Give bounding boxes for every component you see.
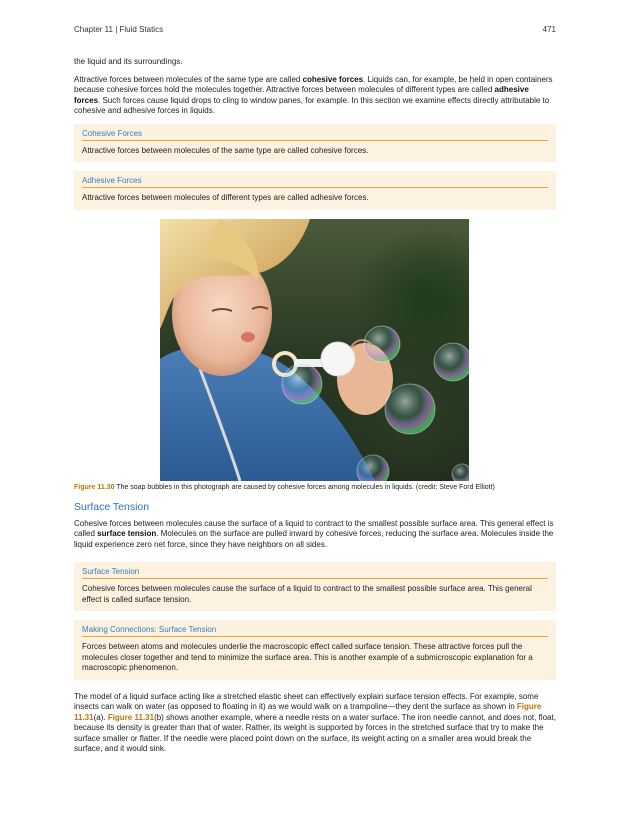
note-title: Making Connections: Surface Tension (82, 625, 548, 637)
note-making-connections (74, 620, 556, 680)
photo-illustration (160, 219, 469, 481)
figure-11-30 (74, 219, 556, 491)
page-content (74, 57, 556, 762)
note-body: Cohesive forces between molecules cause the surface of a liquid to contract to the smallest possible surface area. This general effect is called surface tension. (82, 584, 532, 604)
elastic-sheet-paragraph: The model of a liquid surface acting like a stretched elastic sheet can effectively explain surface tension effects. For example, some insects can walk on water (as opposed to floating in it) as we would walk on a trampoline—they dent the surface as shown in Figure 11.31(a). Figure 11.31(b) shows another example, where a needle rests on a water surface. The iron needle cannot, and does not, float, because its density is greater than that of water. Rather, its weight is supported by forces in the stretched surface that try to make the surface smaller or flatter. If the needle were placed point down on the surface, its weight acting on a smaller area would break the surface, and it would sink. (74, 691, 556, 753)
figure-caption: Figure 11.30 The soap bubbles in this photograph are caused by cohesive forces among molecules in liquids. (credit: Steve Ford Elliott) (74, 483, 495, 491)
figure-11-31-link[interactable]: Figure 11.31 (107, 712, 155, 722)
surface-tension-paragraph: Cohesive forces between molecules cause the surface of a liquid to contract to the smallest possible surface area. This general effect is called surface tension. Molecules on the surface are pulled inward by cohesive forces, reducing the surface area. Molecules inside the liquid experience zero net force, since they have neighbors on all sides. (74, 518, 554, 549)
page-header (74, 25, 556, 34)
note-body: Attractive forces between molecules of different types are called adhesive forces. (82, 193, 369, 202)
section-heading: Surface Tension (74, 500, 150, 513)
note-cohesive-forces (74, 124, 556, 163)
note-body: Attractive forces between molecules of the same type are called cohesive forces. (82, 145, 369, 155)
soap-bubbles-photo (160, 219, 469, 481)
intro-paragraph: Attractive forces between molecules of the same type are called cohesive forces. Liquids can, for example, be held in open containers because cohesive forces hold the molecules together. Attractive forces between molecules of different types are called adhesive forces. Such forces cause liquid drops to cling to window panes, for example. In this section we examine effects directly attributable to cohesive and adhesive forces in liquids. (74, 74, 553, 115)
page-number: 471 (542, 25, 556, 34)
note-title: Cohesive Forces (82, 129, 548, 141)
note-body: Forces between atoms and molecules underlie the macroscopic effect called surface tension. These attractive forces pull the molecules closer together and tend to minimize the surface area. This is another example of a submicroscopic explanation for a macroscopic phenomenon. (82, 642, 533, 672)
term-surface-tension: surface tension (97, 529, 157, 538)
term-adhesive-forces: adhesive forces (74, 85, 529, 105)
note-surface-tension (74, 562, 556, 611)
figure-11-31-link[interactable]: Figure 11.31 (74, 702, 542, 722)
term-cohesive-forces: cohesive forces (302, 74, 364, 84)
note-adhesive-forces (74, 171, 556, 210)
figure-label: Figure 11.30 (74, 483, 115, 491)
note-title: Adhesive Forces (82, 176, 548, 188)
chapter-title: Chapter 11 | Fluid Statics (74, 25, 164, 34)
note-title: Surface Tension (82, 567, 548, 579)
intro-continuation: the liquid and its surroundings. (74, 57, 183, 66)
